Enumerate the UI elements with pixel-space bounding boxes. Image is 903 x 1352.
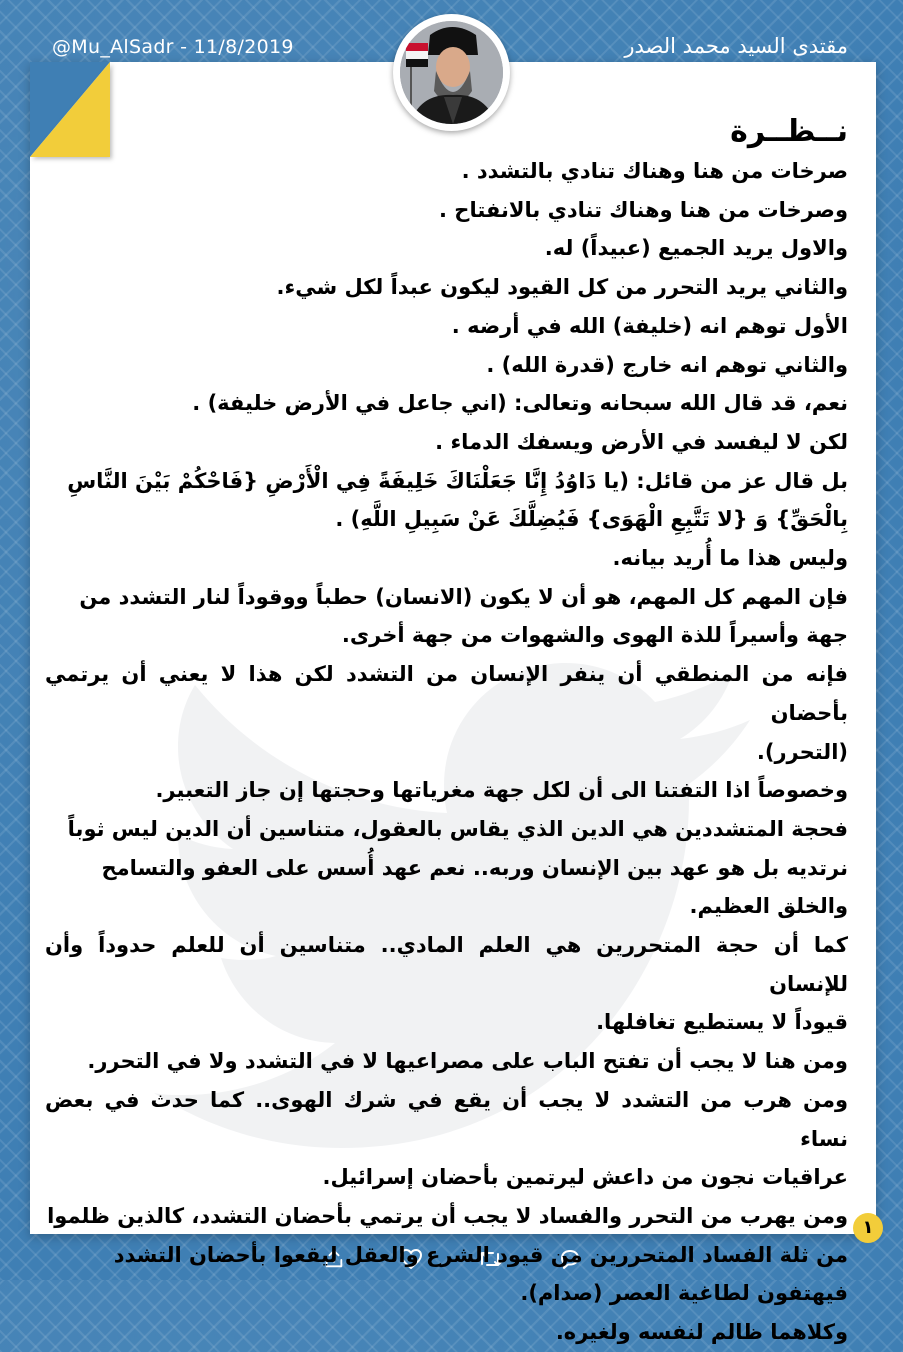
post-title: نــظــرة <box>730 114 848 149</box>
text-line: قيوداً لا يستطيع تغافلها. <box>596 1010 848 1035</box>
text-line: لكن لا ليفسد في الأرض ويسفك الدماء . <box>435 429 848 454</box>
portrait-icon <box>400 21 503 124</box>
text-line: ومن هنا لا يجب أن تفتح الباب على مصراعيها لا في التشدد ولا في التحرر. <box>87 1049 848 1074</box>
text-line: والثاني توهم انه خارج (قدرة الله) . <box>486 352 848 377</box>
text-line: جهة وأسيراً للذة الهوى والشهوات من جهة أخرى. <box>341 623 848 648</box>
text-line: فحجة المتشددين هي الدين الذي يقاس بالعقول، متناسين أن الدين ليس ثوباً <box>67 816 848 841</box>
text-line: فيهتفون لطاغية العصر (صدام). <box>520 1281 848 1306</box>
author-name: مقتدى السيد محمد الصدر <box>624 34 848 58</box>
text-line: وكلاهما ظالم لنفسه ولغيره. <box>555 1320 848 1345</box>
text-line: ومن يهرب من التحرر والفساد لا يجب أن يرتمي بأحضان التشدد، كالذين ظلموا <box>47 1203 848 1228</box>
avatar <box>393 14 510 131</box>
text-line: بل قال عز من قائل: (يا دَاوُدُ إِنَّا جَعَلْنَاكَ خَلِيفَةً فِي الْأَرْضِ {فَاحْكُمْ بَيْنَ النَّاسِ <box>67 468 848 493</box>
text-line: فإنه من المنطقي أن ينفر الإنسان من التشدد لكن هذا لا يعني أن يرتمي بأحضان <box>45 662 848 725</box>
text-line: الأول توهم انه (خليفة) الله في أرضه . <box>451 313 848 338</box>
text-line: فإن المهم كل المهم، هو أن لا يكون (الانسان) حطباً ووقوداً لنار التشدد من <box>79 584 848 609</box>
text-line: والخلق العظيم. <box>689 894 848 919</box>
text-line: وليس هذا ما أُريد بيانه. <box>612 546 848 571</box>
text-line: وخصوصاً اذا التفتنا الى أن لكل جهة مغرياتها وحجتها إن جاز التعبير. <box>155 778 848 803</box>
text-line: من ثلة الفساد المتحررين من قيود الشرع والعقل ليقعوا بأحضان التشدد <box>113 1242 848 1267</box>
text-line: (التحرر). <box>756 739 848 764</box>
text-line: ومن هرب من التشدد لا يجب أن يقع في شرك الهوى.. كما حدث في بعض نساء <box>45 1087 848 1151</box>
text-line: عراقيات نجون من داعش ليرتمين بأحضان إسرائيل. <box>322 1165 848 1190</box>
text-line: والثاني يريد التحرر من كل القيود ليكون عبداً لكل شيء. <box>276 275 848 300</box>
text-line: كما أن حجة المتحررين هي العلم المادي.. متناسين أن للعلم حدوداً وأن للإنسان <box>45 933 848 996</box>
text-line: وصرخات من هنا وهناك تنادي بالانفتاح . <box>439 197 848 222</box>
text-line: نعم، قد قال الله سبحانه وتعالى: (اني جاعل في الأرض خليفة) . <box>192 391 848 416</box>
text-line: نرتديه بل هو عهد بين الإنسان وربه.. نعم عهد أُسس على العفو والتسامح <box>101 855 848 880</box>
page-number-badge: ١ <box>853 1213 883 1243</box>
text-line: بِالْحَقِّ} وَ {لا تَتَّبِعِ الْهَوَى} فَيُضِلَّكَ عَنْ سَبِيلِ اللَّهِ) . <box>335 507 848 532</box>
text-line: والاول يريد الجميع (عبيداً) له. <box>544 236 848 261</box>
post-body <box>45 112 848 1352</box>
handle-date: @Mu_AlSadr - 11/8/2019 <box>52 36 294 58</box>
text-line: صرخات من هنا وهناك تنادي بالتشدد . <box>461 159 848 183</box>
